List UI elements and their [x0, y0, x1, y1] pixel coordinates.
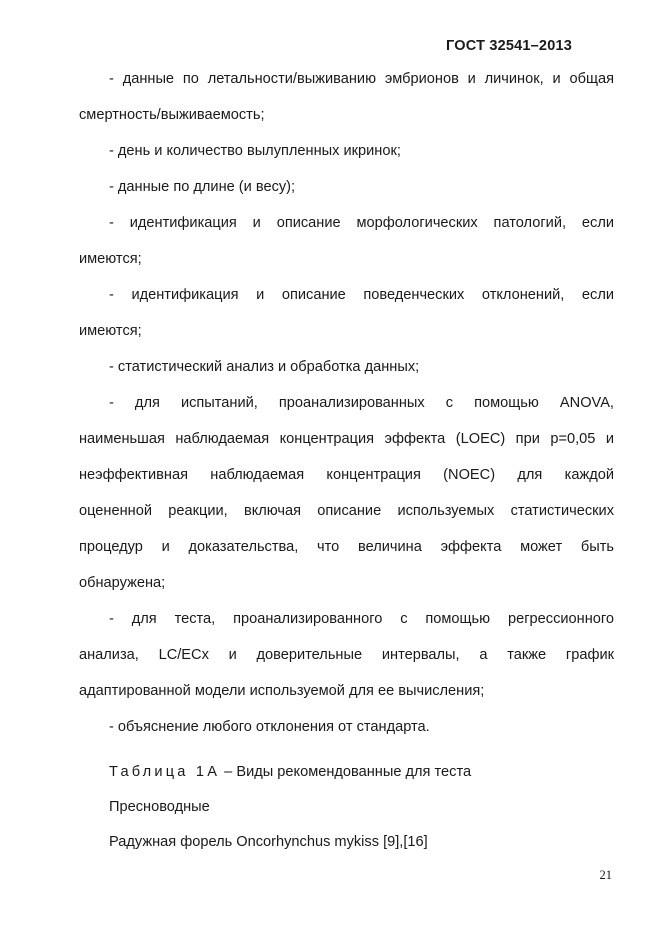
text-line: - объяснение любого отклонения от стандарта.	[109, 719, 430, 735]
page-number: 21	[599, 868, 612, 882]
text-line: - для испытаний, проанализированных с помощью ANOVA,	[109, 395, 614, 411]
text-line: анализа, LC/ECx и доверительные интервалы, а также график	[79, 647, 614, 663]
text-line: оцененной реакции, включая описание используемых статистических	[79, 503, 614, 519]
text-line: процедур и доказательства, что величина эффекта может быть	[79, 539, 614, 555]
table-section-heading: Пресноводные	[109, 799, 210, 815]
text-line: - идентификация и описание поведенческих отклонений, если	[109, 287, 614, 303]
table-caption-block	[109, 762, 471, 867]
text-line: смертность/выживаемость;	[79, 107, 265, 123]
text-line: - день и количество вылупленных икринок;	[109, 143, 401, 159]
text-line: наименьшая наблюдаемая концентрация эффекта (LOEC) при p=0,05 и	[79, 431, 614, 447]
table-caption-line	[109, 762, 471, 797]
text-line: - для теста, проанализированного с помощью регрессионного	[109, 611, 614, 627]
text-line: - данные по летальности/выживанию эмбрионов и личинок, и общая	[109, 71, 614, 87]
text-line: - статистический анализ и обработка данных;	[109, 359, 420, 375]
text-line: - данные по длине (и весу);	[109, 179, 296, 195]
text-line: имеются;	[79, 251, 142, 267]
body-text	[79, 66, 614, 750]
table-species-entry: Радужная форель Oncorhynchus mykiss [9],[16]	[109, 834, 428, 850]
text-line: неэффективная наблюдаемая концентрация (NOEC) для каждой	[79, 467, 614, 483]
text-line: имеются;	[79, 323, 142, 339]
document-code-header: ГОСТ 32541–2013	[446, 38, 572, 54]
table-label: Таблица 1А	[109, 764, 221, 780]
text-line: адаптированной модели используемой для ее вычисления;	[79, 683, 485, 699]
table-title: – Виды рекомендованные для теста	[220, 764, 472, 780]
text-line: обнаружена;	[79, 575, 166, 591]
text-line: - идентификация и описание морфологических патологий, если	[109, 215, 614, 231]
